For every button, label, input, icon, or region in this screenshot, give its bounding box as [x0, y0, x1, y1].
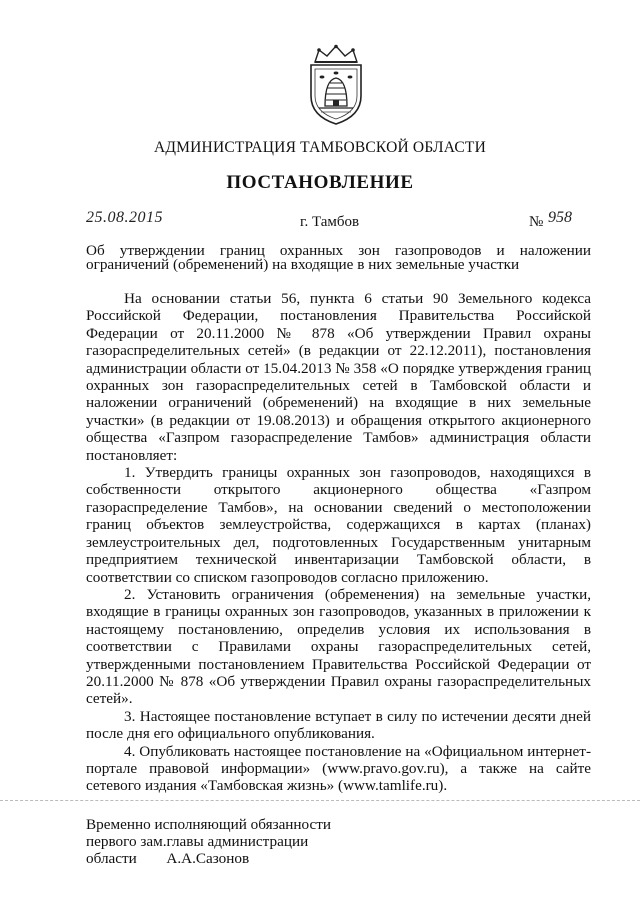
preamble-paragraph: На основании статьи 56, пункта 6 статьи 90 Земельного кодекса Российской Федерации, постановления Правительства Российской Федерации от 20.11.2000 № 878 «Об утверждении Правил охраны газораспределительных сетей» (в редакции от 22.12.2011), постановления администрации области от 15.04.2013 № 358 «О порядке утверждения границ охранных зон газораспределительных сетей в Тамбовской области и наложении ограничений (обременений) на входящие в них земельные участки» (в редакции от 19.08.2013) и обращения открытого акционерного общества «Газпром газораспределение Тамбов» администрация области постановляет:: [86, 290, 591, 464]
item-paragraph-4: 4. Опубликовать настоящее постановление на «Официальном интернет-портале правовой информации» (www.pravo.gov.ru), а также на сайте сетевого издания «Тамбовская жизнь» (www.tamlife.ru).: [86, 742, 591, 795]
signatory-name: А.А.Сазонов: [166, 850, 250, 867]
signature-block: [86, 816, 331, 867]
scan-separator-line: [0, 800, 640, 801]
organization-title: АДМИНИСТРАЦИЯ ТАМБОВСКОЙ ОБЛАСТИ: [154, 139, 486, 156]
document-subject: Об утверждении границ охранных зон газопроводов и наложении ограничений (обременений) на входящие в них земельные участки: [86, 242, 591, 273]
document-type-title: ПОСТАНОВЛЕНИЕ: [226, 172, 414, 193]
document-body: [86, 290, 591, 795]
item-paragraph-2: 2. Установить ограничения (обременения) на земельные участки, входящие в границы охранных зон газопроводов, указанных в приложении к настоящему постановлению, определив условия их использования в соответствии с Правилами охраны газораспределительных сетей, утвержденными постановлением Правительства Российской Федерации от 20.11.2000 № 878 «Об утверждении Правил охраны газораспределительных сетей».: [86, 585, 591, 708]
item-paragraph-1: 1. Утвердить границы охранных зон газопроводов, находящихся в собственности открытого акционерного общества «Газпром газораспределение Тамбов», на основании сведений о местоположении границ объектов землеустройства, содержащихся в картах (планах) землеустроительных дел, подготовленных Государственным унитарным предприятием технической инвентаризации Тамбовской области, в соответствии со списком газопроводов согласно приложению.: [86, 464, 591, 586]
signature-line-1: Временно исполняющий обязанности: [86, 816, 332, 833]
signature-line-2: первого зам.главы администрации: [86, 833, 309, 850]
signature-position: области: [86, 850, 137, 867]
document-number-label: №: [529, 214, 544, 230]
coat-of-arms-icon: [301, 44, 371, 126]
document-city: г. Тамбов: [300, 214, 360, 230]
document-date: 25.08.2015: [86, 209, 163, 226]
item-paragraph-3: 3. Настоящее постановление вступает в силу по истечении десяти дней после дня его официального опубликования.: [86, 707, 591, 743]
document-number: 958: [548, 209, 572, 226]
signature-line-3: [86, 850, 331, 867]
